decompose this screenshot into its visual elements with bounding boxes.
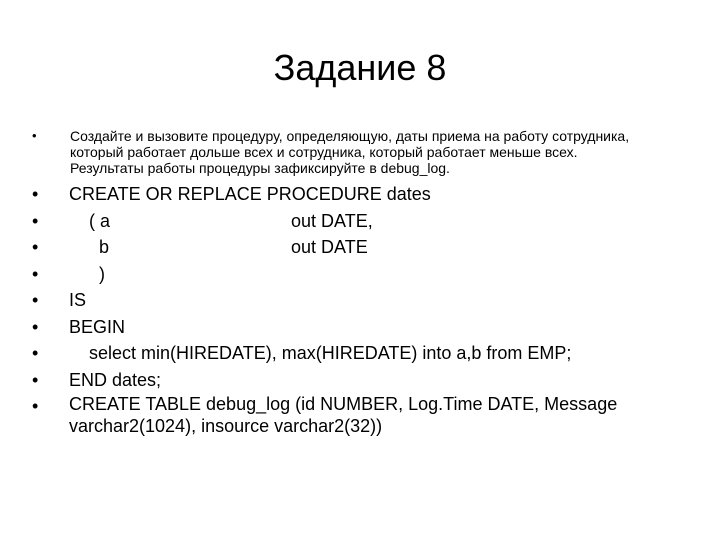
code-list [32,181,692,437]
bullet: • [32,396,39,416]
code-line-type: out DATE, [291,210,373,231]
code-line-text: ( a [69,210,111,231]
code-line [32,287,692,314]
bullet: • [32,128,37,143]
bullet: • [32,263,39,284]
code-line [32,234,692,261]
code-line-text: CREATE TABLE debug_log (id NUMBER, Log.Time DATE, Message varchar2(1024), insource varchar2(32)) [69,394,618,436]
code-line [32,261,692,288]
bullet: • [32,184,39,204]
code-line [32,393,692,437]
code-line-text: b [69,237,110,257]
bullet: • [32,210,39,231]
code-line [32,367,692,394]
code-line [32,181,692,208]
code-line-text: ) [69,263,105,284]
bullet: • [32,237,39,257]
task-text: Создайте и вызовите процедуру, определяющую, даты приема на работу сотрудника, который работает дольше всех и сотрудника, который работает меньше всех. Результаты работы процедуры зафиксируйте в debug_log. [70,128,630,176]
slide-title: Задание 8 [273,47,447,88]
code-line-text: IS [69,290,87,310]
code-line [32,208,692,235]
code-line [32,314,692,341]
bullet: • [32,343,39,363]
code-line-type: out DATE [291,237,368,257]
code-line-text: BEGIN [69,316,126,337]
task-item [32,128,652,176]
code-line-text: CREATE OR REPLACE PROCEDURE dates [69,184,431,204]
bullet: • [32,369,39,390]
code-line-text: select min(HIREDATE), max(HIREDATE) into a,b from EMP; [69,343,572,363]
code-line [32,340,692,367]
bullet: • [32,316,39,337]
code-line-text: END dates; [69,369,162,390]
bullet: • [32,290,39,310]
